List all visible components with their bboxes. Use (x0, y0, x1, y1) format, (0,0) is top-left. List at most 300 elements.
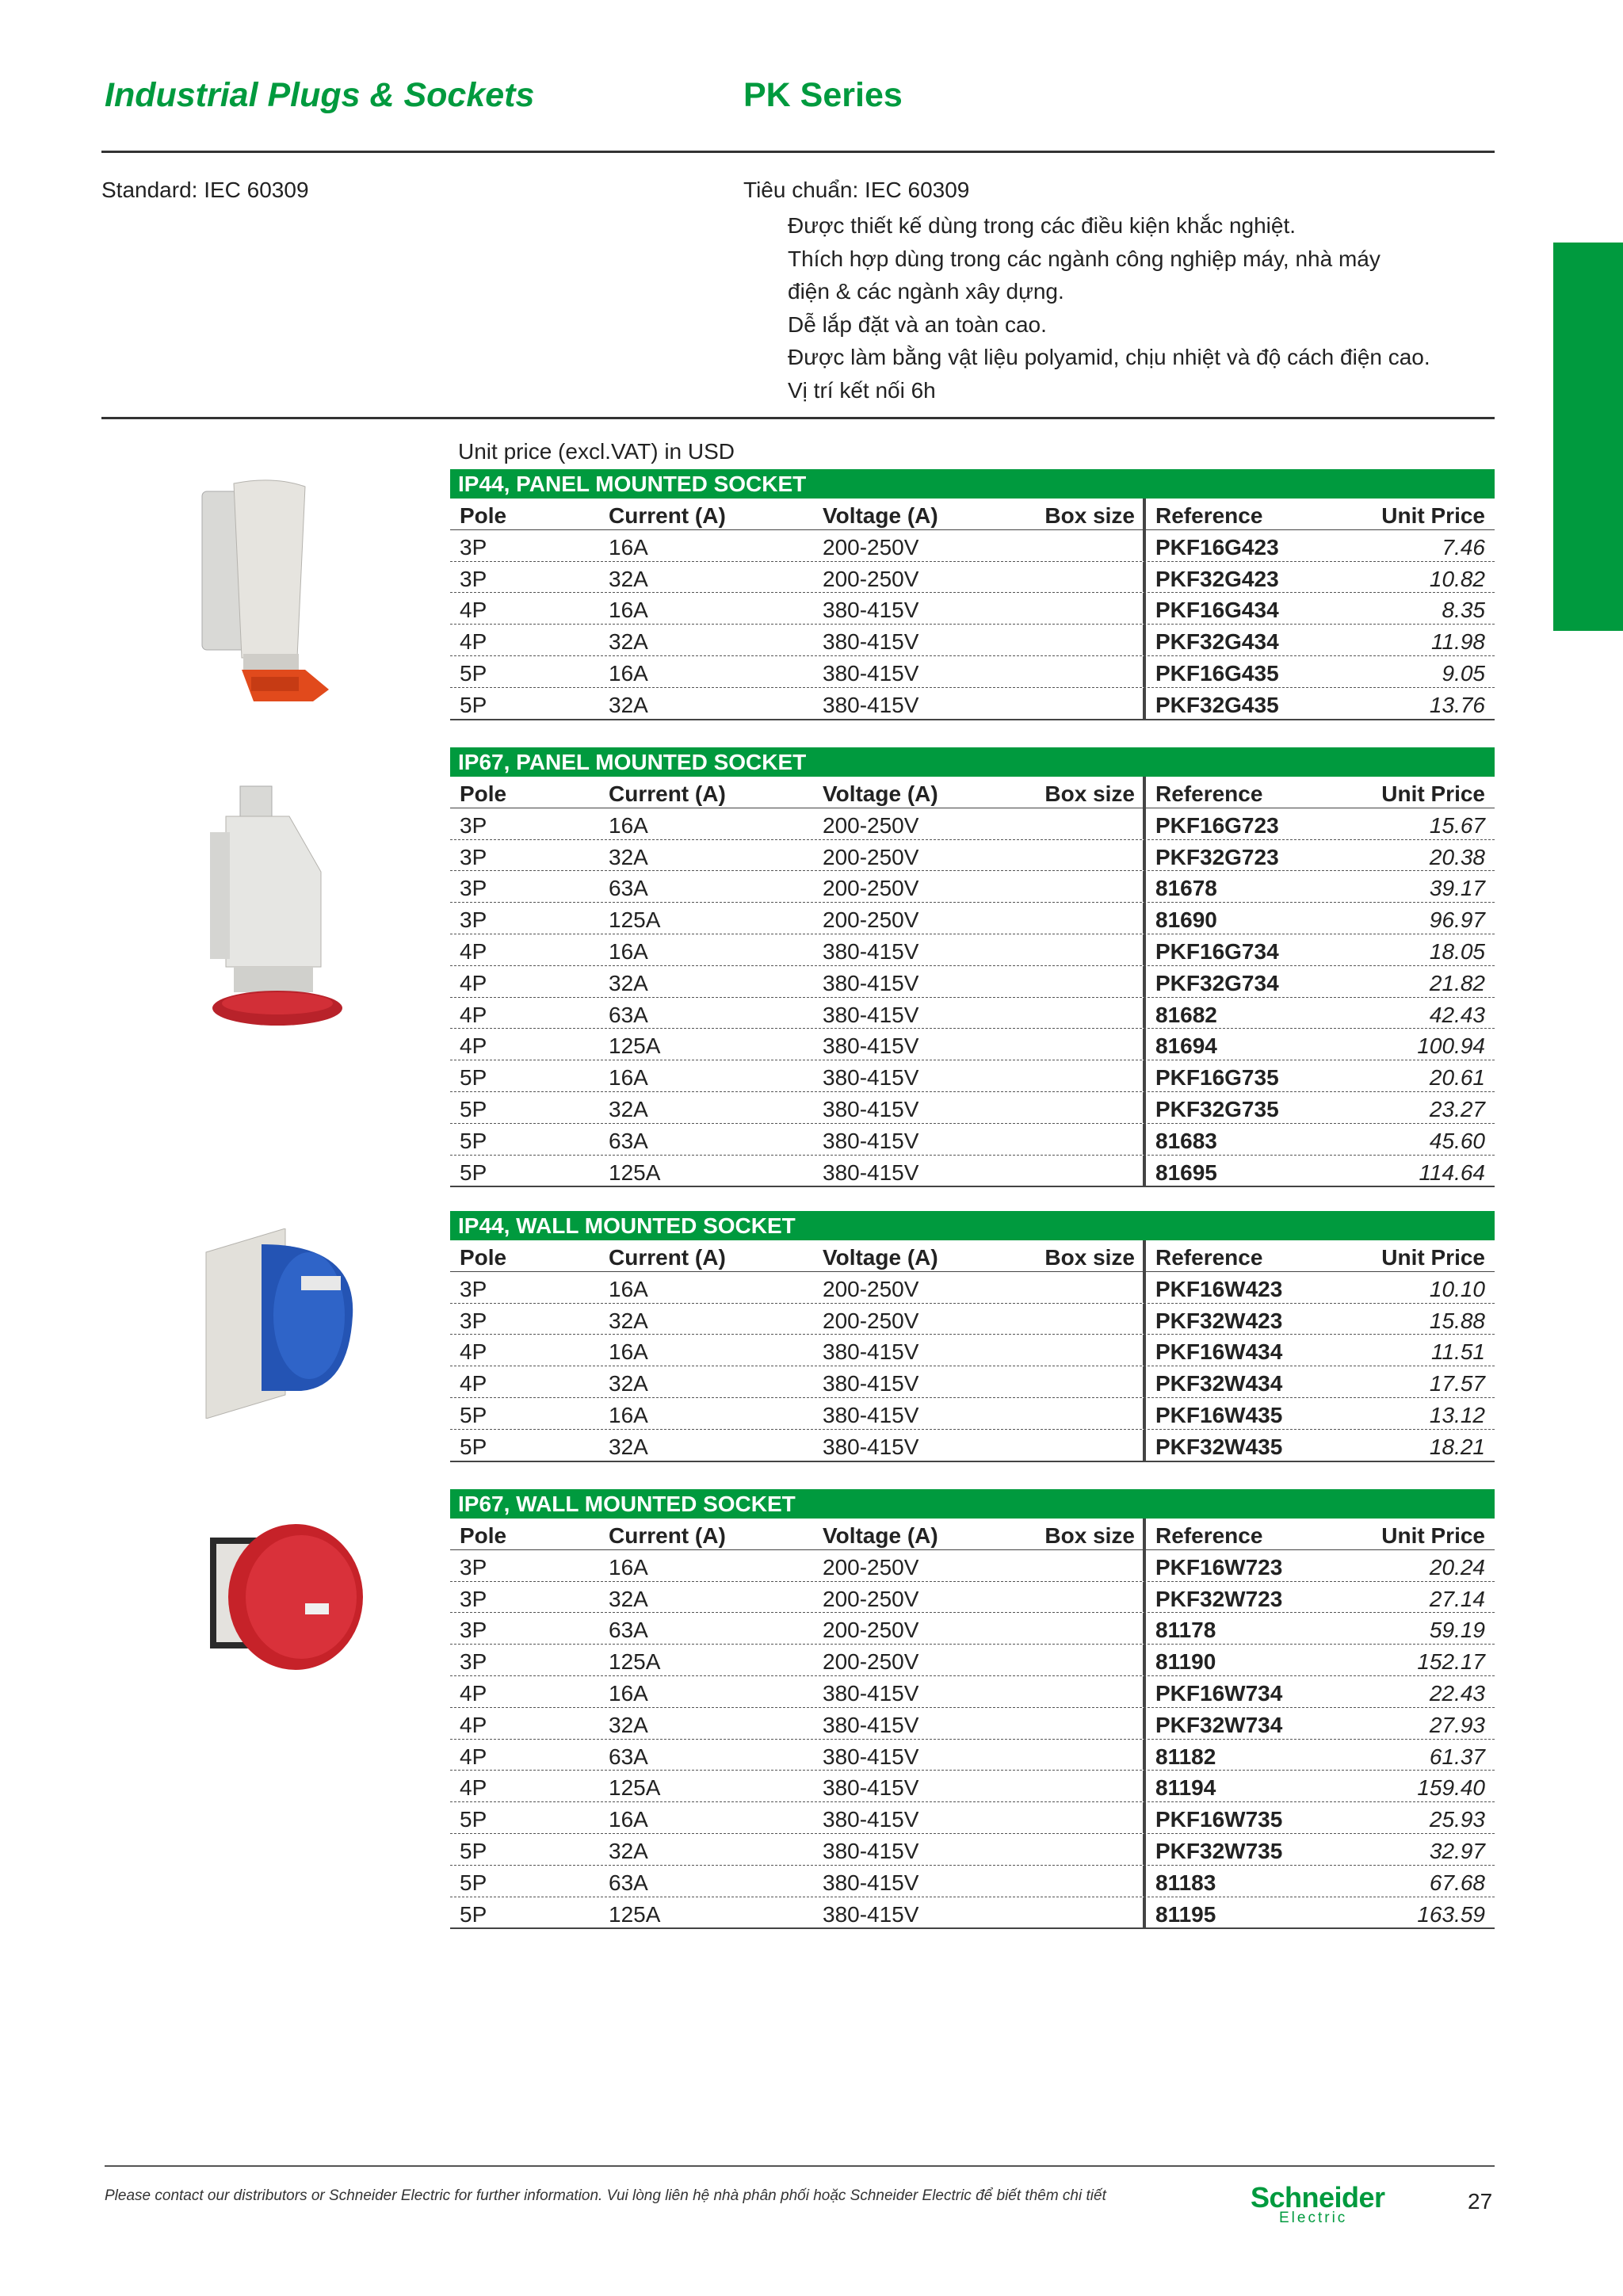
table-header-row (450, 1519, 1495, 1550)
table-row (450, 998, 1495, 1030)
cell-current: 63A (609, 1618, 648, 1643)
cell-voltage: 380-415V (823, 598, 919, 623)
cell-pole: 4P (460, 1712, 487, 1737)
cell-pole: 3P (460, 1618, 487, 1643)
ip44-wall-socket-image (198, 1228, 365, 1423)
cell-unit-price: 20.24 (1429, 1554, 1485, 1580)
cell-pole: 4P (460, 1033, 487, 1059)
cell-pole: 4P (460, 629, 487, 655)
column-divider (1143, 593, 1146, 624)
cell-pole: 5P (460, 1901, 487, 1927)
column-divider (1143, 808, 1146, 839)
cell-reference: PKF16G735 (1155, 1065, 1279, 1091)
cell-unit-price: 21.82 (1429, 970, 1485, 995)
table-row (450, 840, 1495, 872)
cell-voltage: 380-415V (823, 1744, 919, 1769)
cell-voltage: 200-250V (823, 1649, 919, 1675)
table-row (450, 1430, 1495, 1462)
cell-unit-price: 7.46 (1442, 534, 1485, 560)
cell-voltage: 200-250V (823, 876, 919, 901)
price-caption: Unit price (excl.VAT) in USD (458, 439, 735, 464)
cell-current: 16A (609, 534, 648, 560)
cell-pole: 5P (460, 692, 487, 717)
cell-reference: PKF16W735 (1155, 1807, 1283, 1832)
cell-voltage: 200-250V (823, 1554, 919, 1580)
cell-voltage: 380-415V (823, 1402, 919, 1427)
cell-current: 16A (609, 1554, 648, 1580)
table-row (450, 562, 1495, 594)
cell-current: 16A (609, 812, 648, 838)
cell-pole: 4P (460, 598, 487, 623)
cell-reference: PKF32W423 (1155, 1308, 1283, 1333)
cell-voltage: 380-415V (823, 1339, 919, 1365)
cell-voltage: 200-250V (823, 534, 919, 560)
table-row (450, 934, 1495, 966)
col-voltage: Voltage (A) (823, 1245, 938, 1270)
section-title: IP44, WALL MOUNTED SOCKET (450, 1211, 1495, 1240)
cell-voltage: 380-415V (823, 1901, 919, 1927)
cell-reference: 81195 (1155, 1901, 1216, 1927)
cell-current: 125A (609, 1649, 661, 1675)
cell-current: 16A (609, 1339, 648, 1365)
cell-current: 16A (609, 1680, 648, 1706)
section-ip67-wall (450, 1489, 1495, 1929)
cell-voltage: 380-415V (823, 1712, 919, 1737)
table-row (450, 1029, 1495, 1060)
cell-pole: 5P (460, 1096, 487, 1121)
table-row (450, 593, 1495, 625)
table-row (450, 1771, 1495, 1802)
cell-unit-price: 32.97 (1429, 1838, 1485, 1863)
cell-pole: 3P (460, 812, 487, 838)
table-row (450, 1676, 1495, 1708)
feature-line: Được làm bằng vật liệu polyamid, chịu nhiệt và độ cách điện cao. (788, 345, 1430, 369)
col-voltage: Voltage (A) (823, 503, 938, 528)
cell-unit-price: 96.97 (1429, 907, 1485, 933)
col-pole: Pole (460, 781, 507, 806)
column-divider (1143, 530, 1146, 561)
cell-voltage: 380-415V (823, 660, 919, 686)
cell-reference: 81694 (1155, 1033, 1217, 1059)
table-row (450, 1834, 1495, 1866)
cell-current: 16A (609, 660, 648, 686)
cell-voltage: 200-250V (823, 1308, 919, 1333)
cell-reference: PKF16W734 (1155, 1680, 1283, 1706)
cell-current: 125A (609, 1775, 661, 1801)
cell-reference: 81182 (1155, 1744, 1216, 1769)
footer-divider (105, 2165, 1495, 2167)
cell-current: 16A (609, 1276, 648, 1301)
cell-pole: 4P (460, 1680, 487, 1706)
table-row (450, 903, 1495, 934)
cell-unit-price: 18.21 (1429, 1434, 1485, 1459)
cell-voltage: 380-415V (823, 1002, 919, 1027)
feature-line: Thích hợp dùng trong các ngành công nghiệp máy, nhà máy (788, 246, 1381, 271)
cell-unit-price: 9.05 (1442, 660, 1485, 686)
cell-voltage: 380-415V (823, 1870, 919, 1895)
table-row (450, 1060, 1495, 1092)
section-title: IP67, WALL MOUNTED SOCKET (450, 1489, 1495, 1519)
cell-reference: PKF16W435 (1155, 1402, 1283, 1427)
cell-current: 32A (609, 1838, 648, 1863)
cell-unit-price: 17.57 (1429, 1371, 1485, 1396)
cell-unit-price: 27.14 (1429, 1586, 1485, 1611)
cell-pole: 5P (460, 1807, 487, 1832)
col-reference: Reference (1155, 781, 1263, 806)
table-row (450, 966, 1495, 998)
cell-unit-price: 11.51 (1431, 1339, 1485, 1365)
cell-pole: 3P (460, 534, 487, 560)
column-divider (1143, 625, 1146, 655)
header-divider (101, 151, 1495, 153)
cell-voltage: 200-250V (823, 1618, 919, 1643)
cell-pole: 3P (460, 1308, 487, 1333)
column-divider (1143, 1335, 1146, 1366)
cell-reference: 81183 (1155, 1870, 1216, 1895)
table-row (450, 1582, 1495, 1614)
cell-voltage: 380-415V (823, 1096, 919, 1121)
cell-reference: 81678 (1155, 876, 1217, 901)
schneider-logo (1251, 2181, 1385, 2227)
intro-divider (101, 417, 1495, 419)
col-reference: Reference (1155, 1245, 1263, 1270)
cell-current: 32A (609, 566, 648, 591)
table-header-row (450, 1240, 1495, 1272)
table-row (450, 1272, 1495, 1304)
cell-voltage: 380-415V (823, 970, 919, 995)
cell-pole: 3P (460, 876, 487, 901)
cell-unit-price: 10.82 (1429, 566, 1485, 591)
col-voltage: Voltage (A) (823, 781, 938, 806)
column-divider (1143, 840, 1146, 871)
cell-voltage: 380-415V (823, 938, 919, 964)
cell-pole: 5P (460, 660, 487, 686)
column-divider (1143, 1240, 1146, 1271)
cell-reference: 81682 (1155, 1002, 1217, 1027)
cell-unit-price: 152.17 (1417, 1649, 1485, 1675)
col-box-size: Box size (1044, 1523, 1135, 1548)
cell-pole: 3P (460, 844, 487, 869)
column-divider (1143, 1613, 1146, 1644)
col-pole: Pole (460, 503, 507, 528)
cell-unit-price: 163.59 (1417, 1901, 1485, 1927)
table-row (450, 1124, 1495, 1156)
cell-reference: PKF32W734 (1155, 1712, 1283, 1737)
cell-voltage: 380-415V (823, 629, 919, 655)
cell-unit-price: 13.12 (1429, 1402, 1485, 1427)
cell-reference: PKF16G434 (1155, 598, 1279, 623)
column-divider (1143, 777, 1146, 808)
table-row (450, 656, 1495, 688)
cell-reference: PKF32G435 (1155, 692, 1279, 717)
cell-voltage: 380-415V (823, 1434, 919, 1459)
cell-unit-price: 8.35 (1442, 598, 1485, 623)
cell-current: 63A (609, 1002, 648, 1027)
cell-pole: 3P (460, 1649, 487, 1675)
col-unit-price: Unit Price (1381, 503, 1485, 528)
cell-voltage: 200-250V (823, 566, 919, 591)
cell-voltage: 380-415V (823, 1033, 919, 1059)
table-row (450, 1550, 1495, 1582)
section-title: IP44, PANEL MOUNTED SOCKET (450, 469, 1495, 499)
cell-pole: 3P (460, 1276, 487, 1301)
cell-voltage: 380-415V (823, 692, 919, 717)
col-voltage: Voltage (A) (823, 1523, 938, 1548)
cell-reference: 81695 (1155, 1159, 1217, 1185)
table-row (450, 1092, 1495, 1124)
cell-current: 16A (609, 1807, 648, 1832)
series-title: PK Series (743, 76, 903, 114)
section-ip67-panel (450, 747, 1495, 1187)
cell-reference: PKF32G434 (1155, 629, 1279, 655)
cell-current: 125A (609, 1901, 661, 1927)
cell-current: 63A (609, 1128, 648, 1153)
cell-pole: 5P (460, 1402, 487, 1427)
cell-unit-price: 114.64 (1419, 1159, 1485, 1185)
cell-voltage: 380-415V (823, 1680, 919, 1706)
col-current: Current (A) (609, 1523, 726, 1548)
cell-pole: 4P (460, 1339, 487, 1365)
table-row (450, 1897, 1495, 1930)
cell-unit-price: 27.93 (1429, 1712, 1485, 1737)
table-row (450, 1335, 1495, 1366)
cell-pole: 4P (460, 1002, 487, 1027)
column-divider (1143, 562, 1146, 593)
cell-voltage: 200-250V (823, 1276, 919, 1301)
cell-pole: 4P (460, 1744, 487, 1769)
col-reference: Reference (1155, 1523, 1263, 1548)
column-divider (1143, 1645, 1146, 1675)
table-row (450, 530, 1495, 562)
column-divider (1143, 1366, 1146, 1397)
cell-reference: PKF16G723 (1155, 812, 1279, 838)
cell-reference: PKF16G734 (1155, 938, 1279, 964)
cell-reference: PKF16W723 (1155, 1554, 1283, 1580)
cell-unit-price: 18.05 (1429, 938, 1485, 964)
cell-current: 32A (609, 1308, 648, 1333)
cell-voltage: 200-250V (823, 844, 919, 869)
cell-pole: 5P (460, 1838, 487, 1863)
cell-voltage: 380-415V (823, 1807, 919, 1832)
cell-current: 16A (609, 1402, 648, 1427)
col-pole: Pole (460, 1245, 507, 1270)
column-divider (1143, 1272, 1146, 1303)
table-row (450, 1398, 1495, 1430)
cell-current: 63A (609, 876, 648, 901)
cell-unit-price: 13.76 (1429, 692, 1485, 717)
table-row (450, 1645, 1495, 1676)
column-divider (1143, 1304, 1146, 1335)
column-divider (1143, 1802, 1146, 1833)
cell-reference: 81690 (1155, 907, 1217, 933)
cell-unit-price: 59.19 (1429, 1618, 1485, 1643)
cell-voltage: 200-250V (823, 1586, 919, 1611)
cell-unit-price: 67.68 (1429, 1870, 1485, 1895)
cell-pole: 3P (460, 1554, 487, 1580)
cell-current: 32A (609, 692, 648, 717)
cell-pole: 3P (460, 1586, 487, 1611)
page-category-title: Industrial Plugs & Sockets (105, 76, 535, 114)
cell-reference: PKF16G423 (1155, 534, 1279, 560)
table-row (450, 1304, 1495, 1335)
cell-pole: 4P (460, 970, 487, 995)
cell-reference: PKF32G423 (1155, 566, 1279, 591)
cell-current: 32A (609, 1712, 648, 1737)
cell-reference: PKF32W434 (1155, 1371, 1283, 1396)
column-divider (1143, 1519, 1146, 1549)
cell-voltage: 380-415V (823, 1838, 919, 1863)
column-divider (1143, 1092, 1146, 1123)
feature-line: Được thiết kế dùng trong các điều kiện khắc nghiệt. (788, 213, 1296, 238)
cell-pole: 5P (460, 1434, 487, 1459)
table-row (450, 1802, 1495, 1834)
col-box-size: Box size (1044, 781, 1135, 806)
cell-pole: 4P (460, 1371, 487, 1396)
cell-reference: PKF16G435 (1155, 660, 1279, 686)
column-divider (1143, 1430, 1146, 1461)
cell-voltage: 380-415V (823, 1371, 919, 1396)
page-number: 27 (1468, 2189, 1493, 2214)
cell-unit-price: 20.38 (1429, 844, 1485, 869)
column-divider (1143, 1866, 1146, 1897)
cell-voltage: 380-415V (823, 1128, 919, 1153)
cell-current: 32A (609, 629, 648, 655)
cell-unit-price: 23.27 (1429, 1096, 1485, 1121)
cell-unit-price: 159.40 (1417, 1775, 1485, 1801)
cell-reference: PKF16W423 (1155, 1276, 1283, 1301)
cell-unit-price: 25.93 (1429, 1807, 1485, 1832)
column-divider (1143, 1740, 1146, 1771)
table-row (450, 1613, 1495, 1645)
cell-current: 32A (609, 844, 648, 869)
cell-unit-price: 20.61 (1429, 1065, 1485, 1091)
cell-unit-price: 61.37 (1429, 1744, 1485, 1769)
col-current: Current (A) (609, 503, 726, 528)
table-row (450, 625, 1495, 656)
cell-voltage: 200-250V (823, 812, 919, 838)
cell-pole: 5P (460, 1128, 487, 1153)
cell-unit-price: 100.94 (1417, 1033, 1485, 1059)
cell-current: 125A (609, 907, 661, 933)
section-side-tab (1553, 243, 1623, 631)
feature-list (788, 209, 1430, 407)
section-ip44-wall (450, 1211, 1495, 1462)
cell-unit-price: 22.43 (1429, 1680, 1485, 1706)
cell-current: 32A (609, 1096, 648, 1121)
cell-current: 125A (609, 1033, 661, 1059)
table-row (450, 871, 1495, 903)
column-divider (1143, 1029, 1146, 1060)
cell-unit-price: 42.43 (1429, 1002, 1485, 1027)
column-divider (1143, 1676, 1146, 1707)
table-row (450, 1366, 1495, 1398)
ip67-wall-socket-image (202, 1518, 369, 1680)
cell-pole: 3P (460, 566, 487, 591)
cell-reference: PKF32W735 (1155, 1838, 1283, 1863)
cell-reference: PKF32W723 (1155, 1586, 1283, 1611)
cell-voltage: 380-415V (823, 1159, 919, 1185)
column-divider (1143, 656, 1146, 687)
cell-voltage: 380-415V (823, 1065, 919, 1091)
cell-voltage: 380-415V (823, 1775, 919, 1801)
logo-wordmark: Schneider (1251, 2181, 1385, 2214)
section-ip44-panel (450, 469, 1495, 720)
cell-unit-price: 45.60 (1429, 1128, 1485, 1153)
cell-current: 16A (609, 938, 648, 964)
col-current: Current (A) (609, 781, 726, 806)
cell-reference: 81683 (1155, 1128, 1217, 1153)
column-divider (1143, 966, 1146, 997)
cell-reference: PKF32G723 (1155, 844, 1279, 869)
table-header-row (450, 499, 1495, 530)
col-unit-price: Unit Price (1381, 781, 1485, 806)
standard-vi: Tiêu chuẩn: IEC 60309 (743, 178, 970, 202)
cell-pole: 5P (460, 1870, 487, 1895)
standard-en: Standard: IEC 60309 (101, 178, 309, 202)
feature-line: Vị trí kết nối 6h (788, 377, 936, 403)
col-unit-price: Unit Price (1381, 1523, 1485, 1548)
cell-current: 63A (609, 1744, 648, 1769)
cell-pole: 5P (460, 1159, 487, 1185)
column-divider (1143, 1124, 1146, 1155)
column-divider (1143, 903, 1146, 934)
cell-current: 63A (609, 1870, 648, 1895)
cell-reference: PKF32G735 (1155, 1096, 1279, 1121)
cell-pole: 4P (460, 1775, 487, 1801)
table-row (450, 1708, 1495, 1740)
column-divider (1143, 1897, 1146, 1928)
ip44-panel-socket-image (194, 476, 353, 709)
col-unit-price: Unit Price (1381, 1245, 1485, 1270)
cell-pole: 4P (460, 938, 487, 964)
column-divider (1143, 1550, 1146, 1581)
table-row (450, 1740, 1495, 1771)
cell-current: 32A (609, 970, 648, 995)
cell-voltage: 200-250V (823, 907, 919, 933)
table-row (450, 808, 1495, 840)
cell-current: 32A (609, 1371, 648, 1396)
col-current: Current (A) (609, 1245, 726, 1270)
cell-pole: 5P (460, 1065, 487, 1091)
cell-pole: 3P (460, 907, 487, 933)
column-divider (1143, 1708, 1146, 1739)
column-divider (1143, 499, 1146, 529)
cell-current: 125A (609, 1159, 661, 1185)
cell-current: 32A (609, 1434, 648, 1459)
table-row (450, 688, 1495, 720)
column-divider (1143, 1060, 1146, 1091)
cell-current: 32A (609, 1586, 648, 1611)
column-divider (1143, 1156, 1146, 1186)
cell-current: 16A (609, 598, 648, 623)
cell-unit-price: 11.98 (1431, 629, 1485, 655)
column-divider (1143, 998, 1146, 1029)
table-row (450, 1156, 1495, 1188)
column-divider (1143, 1398, 1146, 1429)
column-divider (1143, 934, 1146, 965)
cell-unit-price: 10.10 (1429, 1276, 1485, 1301)
col-box-size: Box size (1044, 503, 1135, 528)
cell-reference: 81178 (1155, 1618, 1216, 1643)
column-divider (1143, 1582, 1146, 1613)
table-row (450, 1866, 1495, 1897)
cell-unit-price: 15.67 (1429, 812, 1485, 838)
logo-subtext: Electric (1279, 2210, 1348, 2226)
cell-reference: 81194 (1155, 1775, 1216, 1801)
cell-current: 16A (609, 1065, 648, 1091)
cell-unit-price: 15.88 (1429, 1308, 1485, 1333)
col-pole: Pole (460, 1523, 507, 1548)
